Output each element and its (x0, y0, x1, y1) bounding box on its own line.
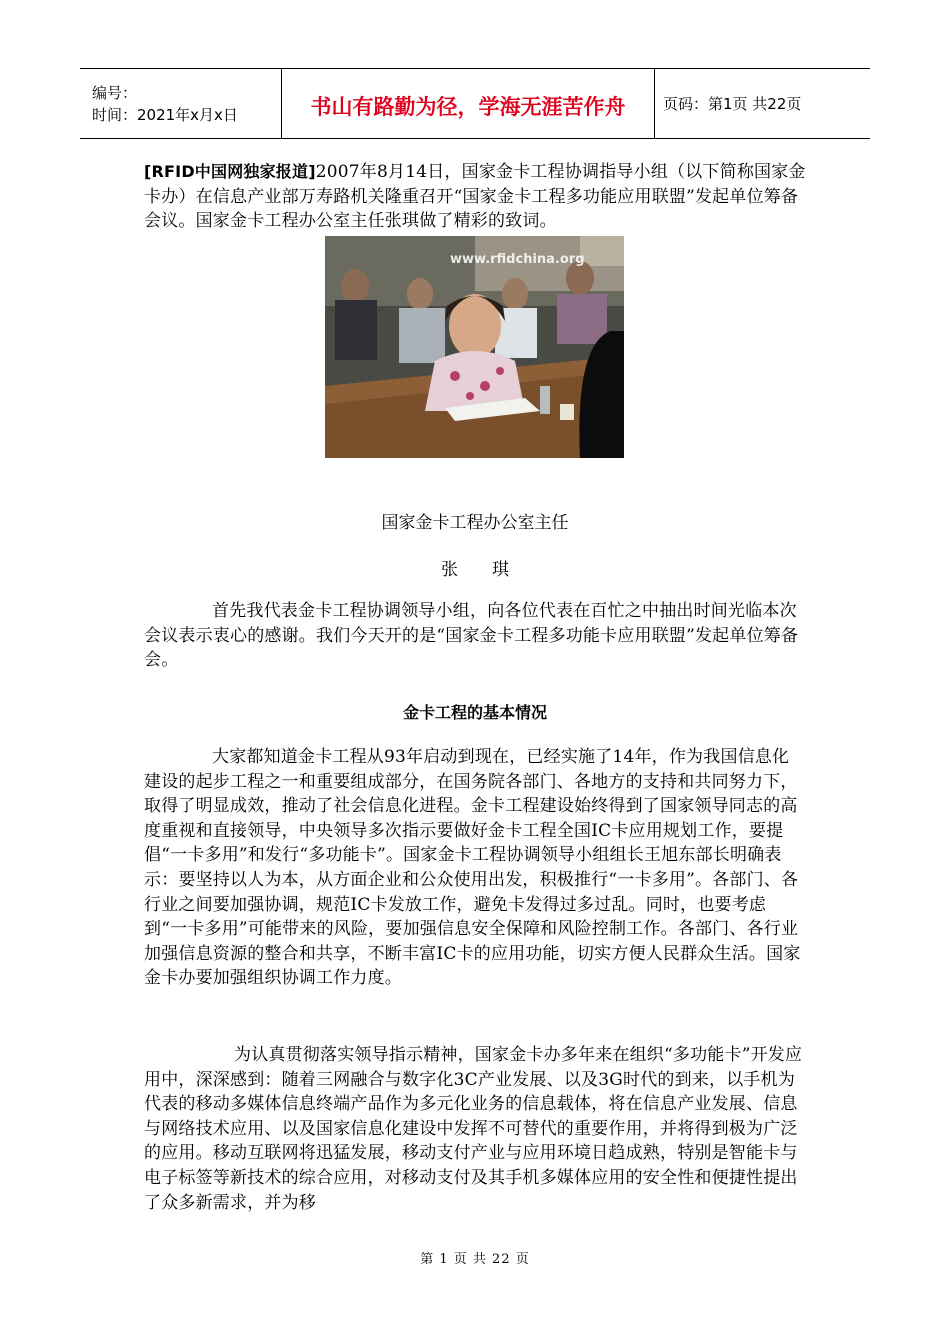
intro-paragraph (144, 160, 806, 234)
intro-lead: [RFID中国网独家报道] (144, 162, 316, 181)
document-date: 时间：2021年x月x日 (92, 105, 238, 124)
paragraph-thanks: 首先我代表金卡工程协调领导小组，向各位代表在百忙之中抽出时间光临本次会议表示衷心的感谢。我们今天开的是“国家金卡工程多功能卡应用联盟”发起单位筹备会。 (144, 601, 799, 671)
page-header (80, 68, 870, 139)
header-meta (80, 69, 282, 138)
photo-watermark: www.rfidchina.org (450, 252, 585, 267)
document-number-label: 编号： (92, 83, 138, 102)
header-motto: 书山有路勤为径，学海无涯苦作舟 (282, 69, 655, 138)
photo-caption-name: 张 琪 (441, 560, 509, 580)
photo-caption-title: 国家金卡工程办公室主任 (381, 513, 569, 533)
header-page-info: 页码：第1页 共22页 (663, 95, 802, 113)
section-heading: 金卡工程的基本情况 (402, 703, 547, 722)
page-footer: 第 1 页 共 22 页 (420, 1252, 530, 1267)
paragraph-implementation: 为认真贯彻落实领导指示精神，国家金卡办多年来在组织“多功能卡”开发应用中，深深感到：随着三网融合与数字化3C产业发展、以及3G时代的到来，以手机为代表的移动多媒体信息终端产品作为多元化业务的信息载体，将在信息产业发展、信息与网络技术应用、以及国家信息化建设中发挥不可替代的重要作用，并将得到极为广泛的应用。移动互联网将迅猛发展，移动支付产业与应用环境日趋成熟，特别是智能卡与电子标签等新技术的综合应用，对移动支付及其手机多媒体应用的安全性和便捷性提出了众多新需求，并为移 (144, 1045, 803, 1213)
paragraph-basic-situation: 大家都知道金卡工程从93年启动到现在，已经实施了14年，作为我国信息化建设的起步工程之一和重要组成部分，在国务院各部门、各地方的支持和共同努力下，取得了明显成效，推动了社会信息化进程。金卡工程建设始终得到了国家领导同志的高度重视和直接领导，中央领导多次指示要做好金卡工程全国IC卡应用规划工作，要提倡“一卡多用”和发行“多功能卡”。国家金卡工程协调领导小组组长王旭东部长明确表示：要坚持以人为本，从方面企业和公众使用出发，积极推行“一卡多用”。各部门、各行业之间要加强协调，规范IC卡发放工作，避免卡发得过多过乱。同时，也要考虑到“一卡多用”可能带来的风险，要加强信息安全保障和风险控制工作。各部门、各行业加强信息资源的整合和共享，不断丰富IC卡的应用功能，切实方便人民群众生活。国家金卡办要加强组织协调工作力度。 (144, 747, 801, 989)
meeting-photo (325, 236, 624, 458)
intro-text: 2007年8月14日，国家金卡工程协调指导小组（以下简称国家金卡办）在信息产业部万寿路机关隆重召开“国家金卡工程多功能应用联盟”发起单位筹备会议。国家金卡工程办公室主任张琪做了精彩的致词。 (144, 162, 806, 232)
